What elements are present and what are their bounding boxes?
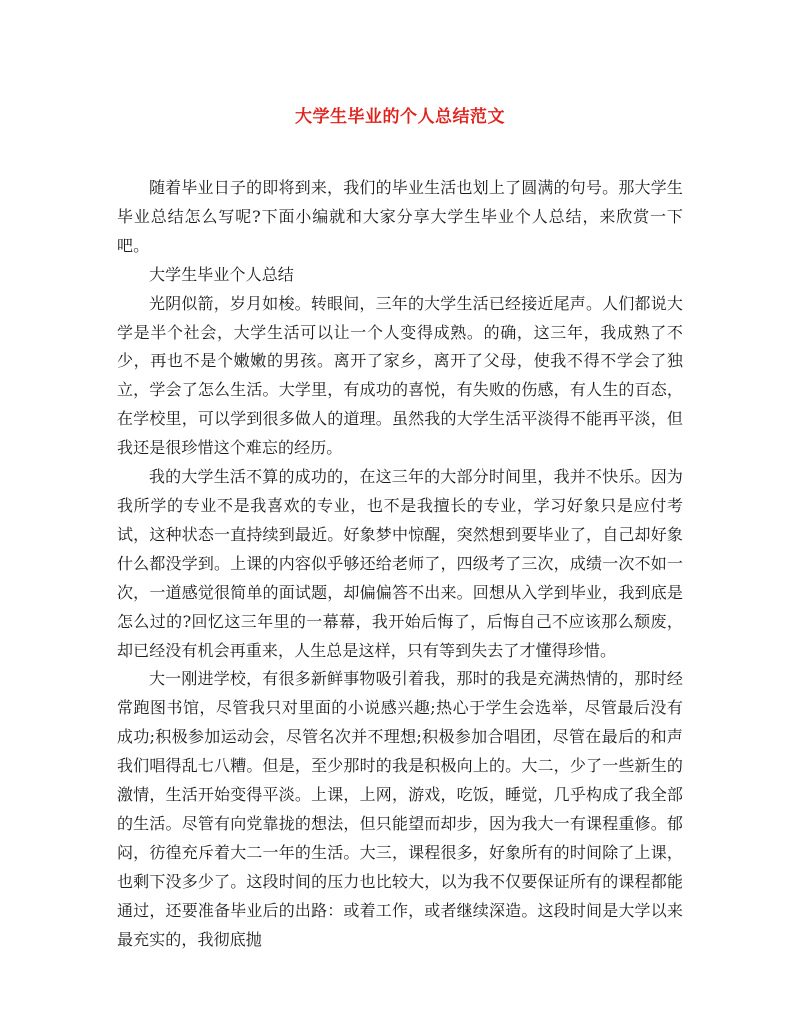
body-paragraph: 光阴似箭，岁月如梭。转眼间，三年的大学生活已经接近尾声。人们都说大学是半个社会，大学生活可以让一个人变得成熟。的确，这三年，我成熟了不少，再也不是个嫩嫩的男孩。离开了家乡，离开了父母，使我不得不学会了独立，学会了怎么生活。大学里，有成功的喜悦，有失败的伤感，有人生的百态，在学校里，可以学到很多做人的道理。虽然我的大学生活平淡得不能再平淡，但我还是很珍惜这个难忘的经历。: [117, 293, 683, 458]
body-paragraph: 我的大学生活不算的成功的，在这三年的大部分时间里，我并不快乐。因为我所学的专业不是我喜欢的专业，也不是我擅长的专业，学习好象只是应付考试，这种状态一直持续到最近。好象梦中惊醒，突然想到要毕业了，自己却好象什么都没学到。上课的内容似乎够还给老师了，四级考了三次，成绩一次不如一次，一道感觉很简单的面试题，却偏偏答不出来。回想从入学到毕业，我到底是怎么过的?回忆这三年里的一幕幕，我开始后悔了，后悔自己不应该那么颓废，却已经没有机会再重来，人生总是这样，只有等到失去了才懂得珍惜。: [117, 467, 683, 660]
document-body: [117, 102, 683, 954]
body-paragraph: 大一刚进学校，有很多新鲜事物吸引着我，那时的我是充满热情的，那时经常跑图书馆，尽管我只对里面的小说感兴趣;热心于学生会选举，尽管最后没有成功;积极参加运动会，尽管名次并不理想;积极参加合唱团，尽管在最后的和声我们唱得乱七八糟。但是，至少那时的我是积极向上的。大二，少了一些新生的激情，生活开始变得平淡。上课，上网，游戏，吃饭，睡觉，几乎构成了我全部的生活。尽管有向党靠拢的想法，但只能望而却步，因为我大一有课程重修。郁闷，彷徨充斥着大二一年的生活。大三，课程很多，好象所有的时间除了上课，也剩下没多少了。这段时间的压力也比较大，以为我不仅要保证所有的课程都能通过，还要准备毕业后的出路：或着工作，或者继续深造。这段时间是大学以来最充实的，我彻底抛: [117, 669, 683, 949]
intro-paragraph: 随着毕业日子的即将到来，我们的毕业生活也划上了圆满的句号。那大学生毕业总结怎么写呢?下面小编就和大家分享大学生毕业个人总结，来欣赏一下吧。: [117, 178, 683, 255]
section-heading: 大学生毕业个人总结: [149, 264, 294, 284]
document-title: 大学生毕业的个人总结范文: [295, 107, 505, 127]
